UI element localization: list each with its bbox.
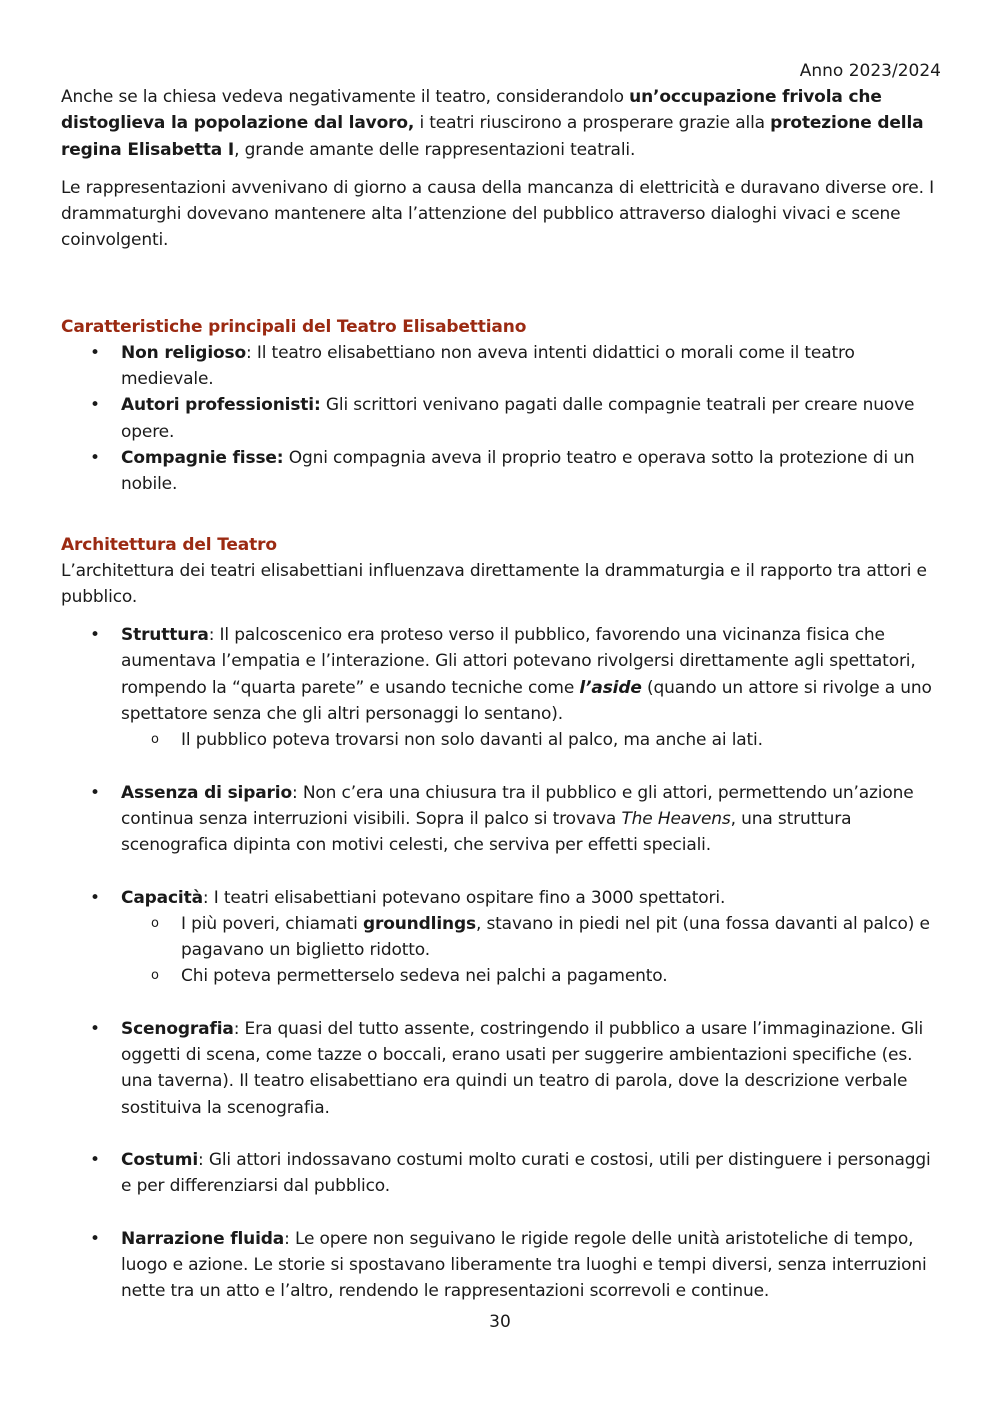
sub-list-item: [121, 963, 941, 989]
bullet-icon: •: [90, 447, 100, 468]
text-run: : Il palcoscenico era proteso verso il pubblico, favorendo una vicinanza fisica che aumentava l’empatia e l’interazione. Gli attori potevano rivolgersi direttamente agli spettatori, rompendo la “quarta parete” e usando tecniche come: [121, 625, 916, 698]
item-text: Ogni compagnia aveva il proprio teatro e operava sotto la protezione di un nobile.: [121, 447, 915, 495]
text-run: i teatri riuscirono a prosperare grazie alla: [414, 113, 771, 134]
list-item: [61, 1016, 941, 1121]
architecture-intro: L’architettura dei teatri elisabettiani influenzava direttamente la drammaturgia e il rapporto tra attori e pubblico.: [61, 560, 927, 607]
item-term: Scenografia: [121, 1018, 234, 1039]
bullet-icon: •: [90, 1228, 100, 1249]
circle-bullet-icon: o: [151, 915, 159, 931]
emphasis-text: un’occupazione frivola che distoglieva la popolazione dal lavoro,: [61, 87, 882, 134]
item-text: : Il teatro elisabettiano non aveva intenti didattici o morali come il teatro medievale.: [121, 342, 855, 390]
page-number: 30: [489, 1312, 511, 1332]
item-text: Gli scrittori venivano pagati dalle compagnie teatrali per creare nuove opere.: [121, 395, 915, 442]
text-run: Chi poteva permetterselo sedeva nei palchi a pagamento.: [181, 966, 668, 987]
bullet-icon: •: [90, 887, 100, 908]
item-term: Assenza di sipario: [121, 782, 293, 803]
text-run: : I teatri elisabettiani potevano ospitare fino a 3000 spettatori.: [202, 887, 726, 908]
item-term: Narrazione fluida: [121, 1228, 285, 1249]
emphasis-text: protezione della regina Elisabetta I: [61, 113, 924, 160]
sub-list-item: [121, 911, 941, 964]
intro-paragraph-2: Le rappresentazioni avvenivano di giorno a causa della mancanza di elettricità e duravano diverse ore. I drammaturghi dovevano mantenere alta l’attenzione del pubblico attraverso dialoghi vivaci e scene coinvolgenti.: [61, 177, 934, 251]
text-run: Il pubblico poteva trovarsi non solo davanti al palco, ma anche ai lati.: [181, 730, 763, 751]
list-item: [61, 780, 941, 859]
text-run: : Non c’era una chiusura tra il pubblico e gli attori, permettendo un’azione continua senza interruzioni visibili. Sopra il palco si trovava: [121, 782, 914, 829]
item-term: Autori professionisti:: [121, 395, 321, 416]
sub-list-item: [121, 727, 941, 753]
item-term: Capacità: [121, 887, 203, 908]
text-run: , grande amante delle rappresentazioni teatrali.: [234, 139, 636, 160]
item-term: Non religioso: [121, 342, 247, 363]
characteristics-list: [61, 340, 941, 498]
bullet-icon: •: [90, 342, 100, 363]
text-run: , una struttura scenografica dipinta con motivi celesti, che serviva per effetti speciali.: [121, 808, 852, 856]
text-run: : Gli attori indossavano costumi molto curati e costosi, utili per distinguere i personaggi e per differenziarsi dal pubblico.: [121, 1149, 931, 1197]
item-term: Costumi: [121, 1149, 198, 1170]
emphasis-text: l’aside: [579, 677, 642, 698]
text-run: I più poveri, chiamati: [181, 913, 363, 934]
list-item: [61, 885, 941, 990]
circle-bullet-icon: o: [151, 968, 159, 984]
list-item: [61, 1226, 941, 1305]
list-item: [61, 340, 941, 393]
bullet-icon: •: [90, 782, 100, 803]
sub-list: [121, 911, 941, 990]
list-item: [61, 445, 941, 498]
text-run: (quando un attore si rivolge a uno spettatore senza che gli altri personaggi lo sentano).: [121, 677, 932, 725]
bullet-icon: •: [90, 1149, 100, 1170]
text-run: : Le opere non seguivano le rigide regole delle unità aristoteliche di tempo, luogo e azione. Le storie si spostavano liberamente tra luoghi e tempi diversi, senza interruzioni nette tra un atto e l’altro, rendendo le rappresentazioni scorrevoli e continue.: [121, 1228, 927, 1302]
text-run: Anche se la chiesa vedeva negativamente il teatro, considerandolo: [61, 87, 630, 107]
list-item: [61, 1147, 941, 1200]
emphasis-text: The Heavens: [621, 808, 731, 829]
bullet-icon: •: [90, 625, 100, 646]
circle-bullet-icon: o: [151, 732, 159, 748]
bullet-icon: •: [90, 1018, 100, 1039]
sub-list: [121, 727, 941, 753]
item-term: Compagnie fisse:: [121, 447, 284, 468]
list-item: [61, 622, 941, 753]
list-item: [61, 392, 941, 445]
text-run: , stavano in piedi nel pit (una fossa davanti al palco) e pagavano un biglietto ridotto.: [181, 913, 930, 961]
emphasis-text: groundlings: [362, 913, 476, 934]
architecture-heading: Architettura del Teatro: [61, 534, 277, 555]
bullet-icon: •: [90, 395, 100, 416]
document-page: [61, 58, 941, 1304]
item-term: Struttura: [121, 625, 209, 646]
intro-paragraph-1: [61, 84, 941, 163]
architecture-list: [61, 622, 941, 1304]
text-run: : Era quasi del tutto assente, costringendo il pubblico a usare l’immaginazione. Gli oggetti di scena, come tazze o boccali, erano usati per suggerire ambientazioni specifiche (es. una taverna). Il teatro elisabettiano era quindi un teatro di parola, dove la descrizione verbale sostituiva la scenografia.: [121, 1018, 924, 1118]
characteristics-heading: Caratteristiche principali del Teatro Elisabettiano: [61, 316, 527, 337]
academic-year-header: Anno 2023/2024: [799, 61, 941, 81]
